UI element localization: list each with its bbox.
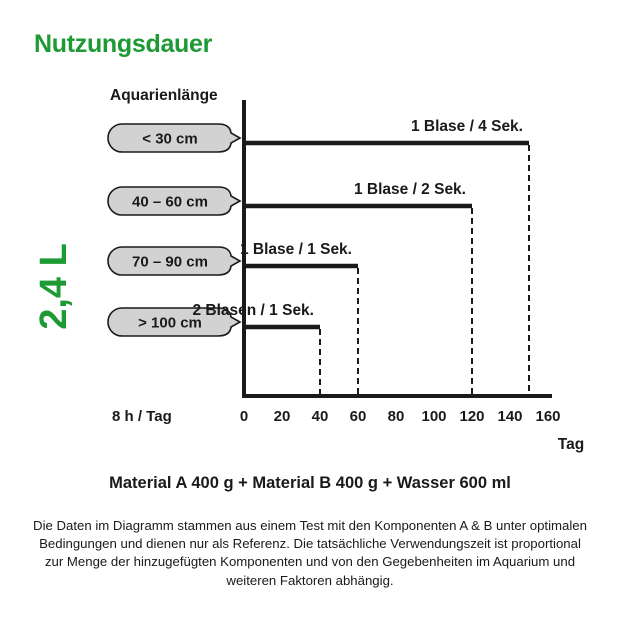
bar-label: 1 Blase / 4 Sek. [410, 118, 523, 135]
x-tick-label: 100 [421, 408, 447, 425]
x-tick-label: 20 [273, 408, 291, 425]
volume-label-text: 2,4 L [32, 242, 75, 330]
bar-label: 1 Blase / 2 Sek. [353, 181, 466, 198]
disclaimer-text: Die Daten im Diagramm stammen aus einem Test mit den Komponenten A & B unter optimalen Bedingungen und dienen nur als Referenz. Die tatsächliche Verwendungszeit ist proportional zur Menge der hinzugefügten Komponenten und von den Gegebenheiten im Aquarium und weiteren Faktoren abhängig. [33, 518, 587, 588]
x-axis-label: Tag [557, 436, 585, 453]
x-tick-label: 120 [459, 408, 485, 425]
x-tick-label: 40 [311, 408, 329, 425]
y-axis-header: Aquarienlänge [110, 87, 218, 104]
page-title: Nutzungsdauer [34, 30, 213, 58]
x-tick-label: 160 [535, 408, 561, 425]
bar-label: 1 Blase / 1 Sek. [239, 241, 352, 258]
x-tick-label: 60 [349, 408, 367, 425]
category-label: > 100 cm [138, 314, 202, 332]
x-axis-prefix: 8 h / Tag [112, 408, 172, 425]
category-label: < 30 cm [142, 130, 198, 148]
x-tick-label: 140 [497, 408, 523, 425]
category-label: 70 – 90 cm [132, 253, 208, 271]
bar-label: 2 Blasen / 1 Sek. [192, 302, 314, 319]
x-tick-label: 80 [387, 408, 405, 425]
material-formula: Material A 400 g + Material B 400 g + Wasser 600 ml [109, 474, 511, 492]
x-tick-label: 0 [239, 408, 249, 425]
category-label: 40 – 60 cm [132, 193, 208, 211]
